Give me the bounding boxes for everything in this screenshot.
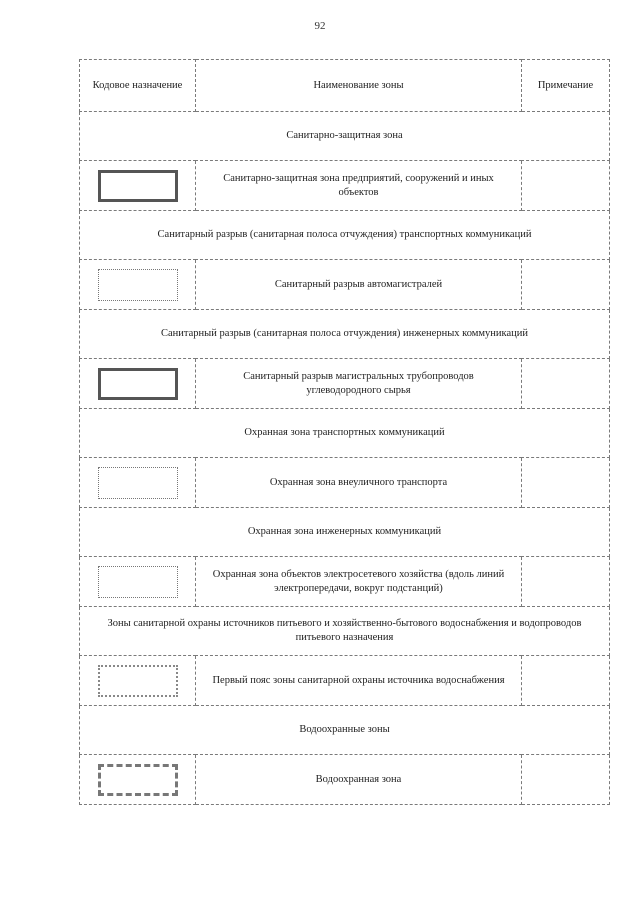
legend-cell	[80, 557, 196, 607]
legend-swatch-icon	[98, 368, 178, 400]
page-number: 92	[314, 20, 326, 32]
section-row	[80, 310, 610, 359]
zone-row	[80, 161, 610, 211]
zone-row	[80, 557, 610, 607]
section-row	[80, 211, 610, 260]
legend-swatch-icon	[98, 467, 178, 499]
legend-swatch-icon	[98, 269, 178, 301]
header-name: Наименование зоны	[196, 60, 522, 112]
zones-table	[79, 59, 610, 805]
zone-row	[80, 260, 610, 310]
zone-name: Охранная зона внеуличного транспорта	[196, 458, 522, 508]
zone-name: Первый пояс зоны санитарной охраны источника водоснабжения	[196, 656, 522, 706]
legend-swatch-icon	[98, 170, 178, 202]
zone-row	[80, 656, 610, 706]
zone-row	[80, 755, 610, 805]
header-code: Кодовое назначение	[80, 60, 196, 112]
legend-cell	[80, 755, 196, 805]
section-title: Зоны санитарной охраны источников питьевого и хозяйственно-бытового водоснабжения и водопроводов питьевого назначения	[80, 607, 610, 656]
legend-swatch-icon	[98, 764, 178, 796]
legend-cell	[80, 260, 196, 310]
zone-name: Водоохранная зона	[196, 755, 522, 805]
zone-note	[522, 359, 610, 409]
zone-note	[522, 557, 610, 607]
legend-swatch-icon	[98, 566, 178, 598]
section-title: Охранная зона транспортных коммуникаций	[80, 409, 610, 458]
section-row	[80, 409, 610, 458]
section-title: Санитарный разрыв (санитарная полоса отчуждения) транспортных коммуникаций	[80, 211, 610, 260]
zone-name: Санитарный разрыв магистральных трубопроводов углеводородного сырья	[196, 359, 522, 409]
section-row	[80, 706, 610, 755]
legend-cell	[80, 656, 196, 706]
section-title: Санитарный разрыв (санитарная полоса отчуждения) инженерных коммуникаций	[80, 310, 610, 359]
section-row	[80, 607, 610, 656]
zone-name: Охранная зона объектов электросетевого хозяйства (вдоль линий электропередачи, вокруг подстанций)	[196, 557, 522, 607]
section-title: Охранная зона инженерных коммуникаций	[80, 508, 610, 557]
legend-swatch-icon	[98, 665, 178, 697]
zone-note	[522, 260, 610, 310]
section-row	[80, 508, 610, 557]
zone-note	[522, 161, 610, 211]
zone-note	[522, 755, 610, 805]
zone-note	[522, 656, 610, 706]
section-row	[80, 112, 610, 161]
zone-row	[80, 458, 610, 508]
legend-cell	[80, 458, 196, 508]
zone-note	[522, 458, 610, 508]
table-header-row	[80, 60, 610, 112]
zone-name: Санитарный разрыв автомагистралей	[196, 260, 522, 310]
legend-cell	[80, 161, 196, 211]
section-title: Санитарно-защитная зона	[80, 112, 610, 161]
legend-cell	[80, 359, 196, 409]
zone-row	[80, 359, 610, 409]
section-title: Водоохранные зоны	[80, 706, 610, 755]
zone-name: Санитарно-защитная зона предприятий, сооружений и иных объектов	[196, 161, 522, 211]
header-note: Примечание	[522, 60, 610, 112]
